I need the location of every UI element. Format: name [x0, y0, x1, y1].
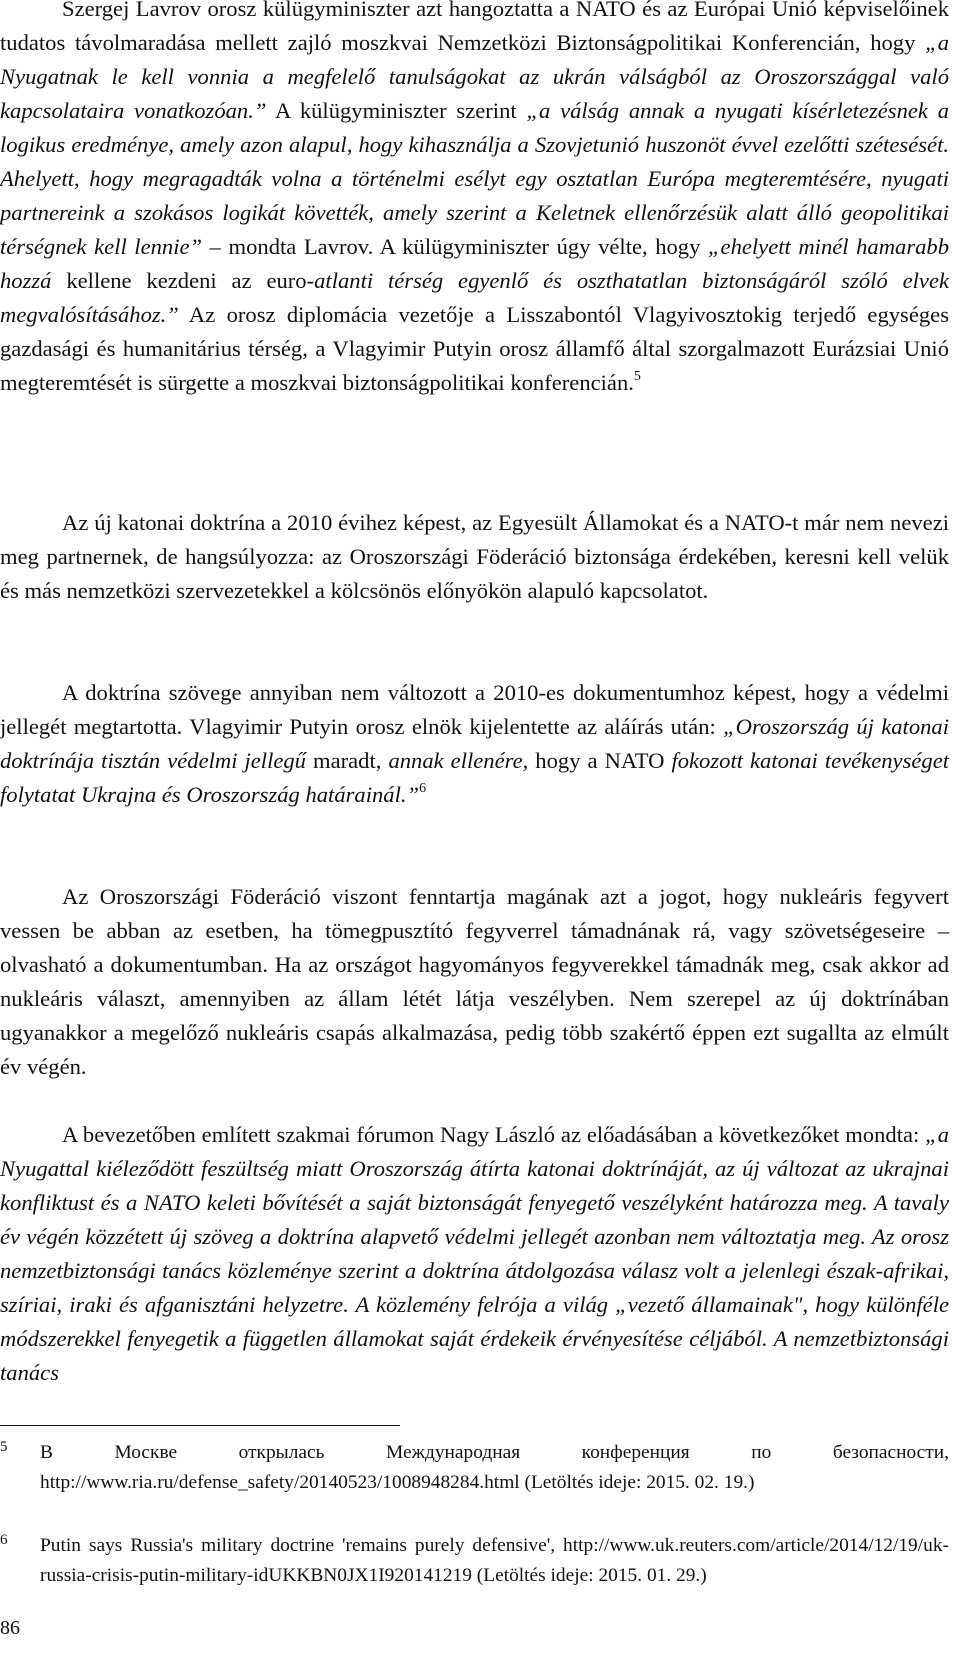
quote-run: atlanti térség egyenlő és oszthatatlan biztonságáról szóló elvek megvalósításához.”	[0, 268, 950, 327]
footnote-reference[interactable]: 5	[633, 369, 641, 384]
text-run: Az orosz diplomácia vezetője a Lisszabontól Vlagyivosztokig terjedő egységes gazdasági és humanitárius térség, a Vlagyimir Putyin orosz államfő által szorgalmazott Eurázsiai Unió megteremtését is sürgette a moszkvai biztonságpolitikai konferencián.	[0, 302, 949, 395]
paragraph-nuclear-policy	[0, 880, 949, 1084]
footnote-reference[interactable]: 6	[419, 781, 427, 796]
paragraph-lavrov-conference	[0, 0, 949, 400]
footnote-text: Putin says Russia's military doctrine 'remains purely defensive', http://www.uk.reuters.com/article/2014/12/19/uk-russia-crisis-putin-military-idUKKBN0JX1I920141219 (Letöltés ideje: 2015. 01. 29.)	[40, 1535, 949, 1586]
footnote-5	[0, 1438, 949, 1498]
quote-run: „a Nyugatnak le kell vonnia a megfelelő tanulságokat az ukrán válságból az Oroszországgal való kapcsolataira vonatkozóan.”	[0, 30, 949, 123]
paragraph-new-doctrine	[0, 506, 949, 608]
footnote-6	[0, 1531, 949, 1591]
text-run: hogy a NATO	[528, 748, 672, 773]
footnote-number: 5	[0, 1439, 8, 1455]
footnote-number: 6	[0, 1532, 8, 1548]
text-run: A doktrína szövege annyiban nem változott a 2010-es dokumentumhoz képest, hogy a védelmi jellegét megtartotta. Vlagyimir Putyin orosz elnök kijelentette az aláírás után:	[0, 680, 949, 739]
page-number: 86	[0, 1617, 20, 1639]
text-run: kellene kezdeni az euro-	[51, 268, 315, 293]
quote-run: „Oroszország új katonai doktrínája tisztán védelmi jellegű	[0, 714, 949, 773]
quote-run: „a válság annak a nyugati kísérletezésnek a logikus eredménye, amely azon alapul, hogy kihasználja a Szovjetunió huszonöt évvel ezelőtti szétesését. Ahelyett, hogy megragadták volna a történelmi esélyt egy osztatlan Európa megteremtésére, nyugati partnereink a szokásos logikát követték, amely szerint a Keletnek ellenőrzésük alatt álló geopolitikai térségnek kell lennie”	[0, 98, 949, 259]
paragraph-forum-lecture	[0, 1118, 949, 1390]
text-run: Szergej Lavrov orosz külügyminiszter azt hangoztatta a NATO és az Európai Unió képviselőinek tudatos távolmaradása mellett zajló moszkvai Nemzetközi Biztonságpolitikai Konferencián, hogy	[0, 0, 949, 55]
text-run: maradt,	[305, 748, 389, 773]
text-run: – mondta Lavrov. A külügyminiszter úgy vélte, hogy	[202, 234, 708, 259]
quote-run: „a Nyugattal kiéleződött feszültség miatt Oroszország átírta katonai doktrínáját, az új változat az ukrajnai konfliktust és a NATO keleti bővítését a saját biztonságát fenyegető veszélyként határozza meg. A tavaly év végén közzétett új szöveg a doktrína alapvető védelmi jellegét azonban nem változtatja meg. Az orosz nemzetbiztonsági tanács közleménye szerint a doktrína átdolgozása válasz volt a jelenlegi észak-afrikai, szíriai, iraki és afganisztáni helyzetre. A közlemény felrója a világ „vezető államainak", hogy különféle módszerekkel fenyegetik a független államokat saját érdekeik érvényesítése céljából. A nemzetbiztonsági tanács	[0, 1122, 949, 1385]
text-run: Az új katonai doktrína a 2010 évihez képest, az Egyesült Államokat és a NATO-t már nem nevezi meg partnernek, de hangsúlyozza: az Oroszországi Föderáció biztonsága érdekében, keresni kell velük és más nemzetközi szervezetekkel a kölcsönös előnyökön alapuló kapcsolatot.	[0, 510, 949, 603]
footnote-separator	[0, 1425, 400, 1426]
text-run: Az Oroszországi Föderáció viszont fenntartja magának azt a jogot, hogy nukleáris fegyvert vessen be abban az esetben, ha tömegpusztító fegyverrel támadnának rá, vagy szövetségeseire – olvasható a dokumentumban. Ha az országot hagyományos fegyverekkel támadnák meg, csak akkor ad nukleáris választ, amennyiben az állam létét látja veszélyben. Nem szerepel az új doktrínában ugyanakkor a megelőző nukleáris csapás alkalmazása, pedig több szakértő éppen ezt sugallta az elmúlt év végén.	[0, 884, 949, 1079]
quote-run: „ehelyett minél hamarabb hozzá	[0, 234, 950, 293]
quote-run: annak ellenére,	[388, 748, 529, 773]
footnote-text: В Москве открылась Международная конференция по безопасности, http://www.ria.ru/defense_safety/20140523/1008948284.html (Letöltés ideje: 2015. 02. 19.)	[40, 1442, 949, 1493]
text-run: A bevezetőben említett szakmai fórumon Nagy László az előadásában a következőket mondta:	[62, 1122, 926, 1147]
paragraph-defensive-character	[0, 676, 949, 812]
quote-run: fokozott katonai tevékenységet folytatat Ukrajna és Oroszország határainál.”	[0, 748, 949, 807]
text-run: A külügyminiszter szerint	[266, 98, 527, 123]
